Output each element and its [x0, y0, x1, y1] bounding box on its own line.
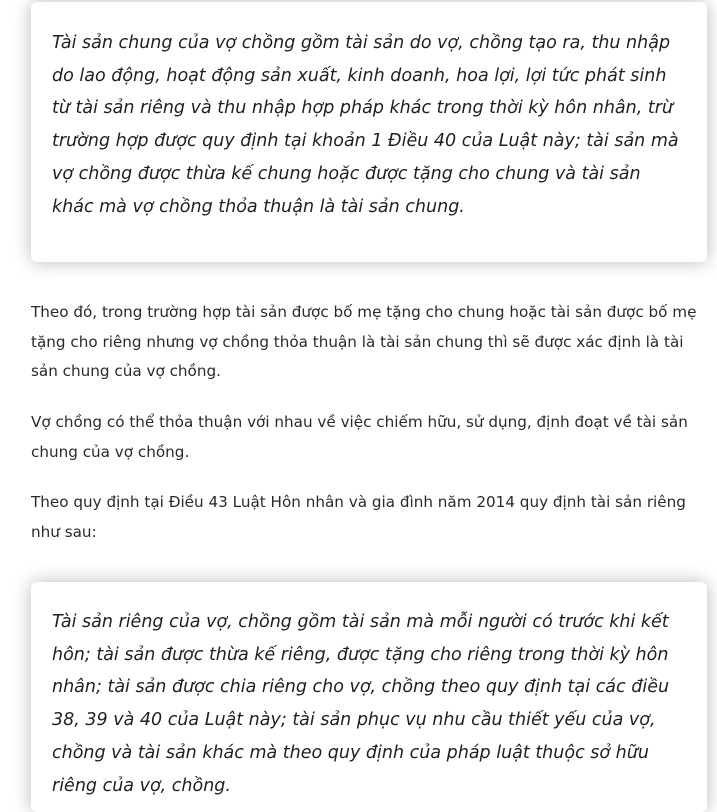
body-paragraph: Theo quy định tại Điều 43 Luật Hôn nhân và gia đình năm 2014 quy định tài sản riêng như sau:	[31, 493, 686, 541]
legal-quote-box-separate-property	[31, 582, 707, 812]
legal-quote-text: Tài sản chung của vợ chồng gồm tài sản do vợ, chồng tạo ra, thu nhập do lao động, hoạt động sản xuất, kinh doanh, hoa lợi, lợi tức phát sinh từ tài sản riêng và thu nhập hợp pháp khác trong thời kỳ hôn nhân, trừ trường hợp được quy định tại khoản 1 Điều 40 của Luật này; tài sản mà vợ chồng được thừa kế chung hoặc được tặng cho chung và tài sản khác mà vợ chồng thỏa thuận là tài sản chung.	[52, 33, 679, 217]
body-paragraph: Vợ chồng có thể thỏa thuận với nhau về việc chiếm hữu, sử dụng, định đoạt về tài sản chung của vợ chồng.	[31, 413, 688, 461]
legal-quote-box-common-property	[31, 2, 707, 262]
body-paragraph: Theo đó, trong trường hợp tài sản được bố mẹ tặng cho chung hoặc tài sản được bố mẹ tặng cho riêng nhưng vợ chồng thỏa thuận là tài sản chung thì sẽ được xác định là tài sản chung của vợ chồng.	[31, 303, 697, 381]
legal-quote-text: Tài sản riêng của vợ, chồng gồm tài sản mà mỗi người có trước khi kết hôn; tài sản được thừa kế riêng, được tặng cho riêng trong thời kỳ hôn nhân; tài sản được chia riêng cho vợ, chồng theo quy định tại các điều 38, 39 và 40 của Luật này; tài sản phục vụ nhu cầu thiết yếu của vợ, chồng và tài sản khác mà theo quy định của pháp luật thuộc sở hữu riêng của vợ, chồng.	[52, 612, 670, 796]
